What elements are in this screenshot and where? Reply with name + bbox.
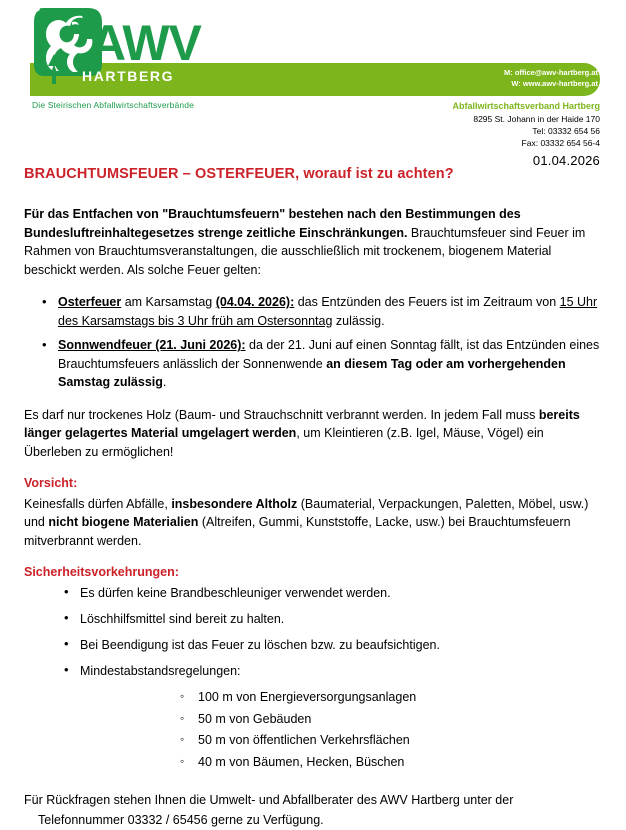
- contact-website[interactable]: W: www.awv-hartberg.at: [511, 78, 598, 88]
- page-title: BRAUCHTUMSFEUER – OSTERFEUER, worauf ist zu achten?: [24, 166, 454, 182]
- safety-list: [24, 584, 602, 681]
- caution-bold-altholz: insbesondere Altholz: [171, 496, 298, 511]
- sonnwendfeuer-lead: da der 21. Juni auf einen Sonntag fällt, ist das Entzünden eines Brauchtumsfeuers anlässlich der Sonnenwende: [58, 338, 600, 371]
- distance-text: von Energieversorgungsanlagen: [236, 690, 417, 705]
- distance-value: 100 m: [198, 690, 233, 705]
- wood-note-bold: bereits länger gelagertes Material umgelagert werden: [24, 407, 580, 441]
- closing-line-1: Für Rückfragen stehen Ihnen die Umwelt- und Abfallberater des AWV Hartberg unter der: [24, 793, 514, 808]
- header-address-block: [452, 100, 600, 170]
- document-date: 01.04.2026: [532, 152, 600, 168]
- list-item-sonnwendfeuer: [58, 336, 602, 392]
- wood-note-paragraph: [24, 406, 602, 462]
- osterfeuer-desc: das Entzünden des Feuers ist im Zeitraum von: [294, 295, 560, 310]
- caution-mid: (Baumaterial, Verpackungen, Paletten, Möbel, usw.) und: [24, 496, 589, 530]
- page-header: [0, 0, 626, 168]
- wood-note-tail: , um Kleintieren (z.B. Igel, Mäuse, Vögel) ein Überleben zu ermöglichen!: [24, 426, 544, 459]
- osterfeuer-window: 15 Uhr des Karsamstags bis 3 Uhr früh am Ostersonntag: [58, 295, 598, 328]
- caution-tail: (Altreifen, Gummi, Kunststoffe, Lacke, usw.) bei Brauchtumsfeuern mitverbrannt werden.: [24, 515, 571, 548]
- logo-tagline: Die Steirischen Abfallwirtschaftsverbände: [32, 100, 195, 110]
- safety-heading: Sicherheitsvorkehrungen:: [24, 565, 179, 580]
- list-item-osterfeuer: [58, 293, 602, 330]
- osterfeuer-tail: zulässig.: [332, 313, 385, 328]
- list-item: • Löschhilfsmittel sind bereit zu halten.: [80, 610, 602, 628]
- osterfeuer-date: (04.04. 2026):: [215, 295, 295, 310]
- address-phone: Tel: 03332 654 56: [532, 125, 600, 136]
- document-body: [24, 166, 602, 830]
- caution-paragraph: [24, 495, 602, 551]
- caution-bold-materialien: nicht biogene Materialien: [48, 515, 199, 530]
- distance-text: von Bäumen, Hecken, Büschen: [229, 754, 405, 769]
- distance-text: von Gebäuden: [229, 711, 312, 726]
- address-street: 8295 St. Johann in der Haide 170: [473, 113, 600, 124]
- osterfeuer-mid: am Karsamstag: [121, 295, 216, 310]
- list-item: • Bei Beendigung ist das Feuer zu löschen bzw. zu beaufsichtigen.: [80, 636, 602, 654]
- sonnwendfeuer-tail: .: [162, 375, 167, 390]
- list-item-distances: • Mindestabstandsregelungen:: [80, 662, 602, 680]
- caution-heading: Vorsicht:: [24, 476, 78, 491]
- list-item: [198, 753, 602, 772]
- list-item: [198, 688, 602, 707]
- distance-value: 40 m: [198, 754, 226, 769]
- list-item: • Es dürfen keine Brandbeschleuniger verwendet werden.: [80, 584, 602, 602]
- list-item: [198, 731, 602, 750]
- wood-note-lead: Es darf nur trockenes Holz (Baum- und Strauchschnitt verbrannt werden. In jedem Fall muss: [24, 407, 539, 422]
- logo-region-text: HARTBERG: [82, 68, 175, 84]
- distance-value: 50 m: [198, 733, 226, 748]
- sonnwendfeuer-name: Sonnwendfeuer (21. Juni 2026):: [58, 338, 246, 353]
- contact-email[interactable]: M: office@awv-hartberg.at: [504, 68, 598, 77]
- intro-bold: Für das Entfachen von "Brauchtumsfeuern" bestehen nach den Bestimmungen des Bundesluftreinhaltegesetzes strenge zeitliche Einschränkungen.: [24, 207, 521, 240]
- sonnwendfeuer-bold: an diesem Tag oder am vorhergehenden Samstag zulässig: [58, 356, 566, 390]
- distance-text: von öffentlichen Verkehrsflächen: [229, 733, 410, 748]
- fire-types-list: [24, 293, 602, 392]
- caution-lead: Keinesfalls dürfen Abfälle,: [24, 496, 172, 511]
- awv-logo: [28, 6, 328, 111]
- address-fax: Fax: 03332 654 56-4: [521, 137, 600, 148]
- logo-brand-text: AWV: [90, 15, 201, 71]
- intro-paragraph: [24, 205, 602, 279]
- osterfeuer-name: Osterfeuer: [58, 295, 122, 310]
- organisation-name: Abfallwirtschaftsverband Hartberg: [452, 101, 600, 111]
- header-contact: [504, 68, 598, 90]
- closing-paragraph: [24, 791, 602, 830]
- distance-value: 50 m: [198, 711, 226, 726]
- closing-line-2: Telefonnummer 03332 / 65456 gerne zu Verfügung.: [38, 812, 324, 827]
- distance-rules-list: [24, 688, 602, 771]
- intro-rest: Brauchtumsfeuer sind Feuer im Rahmen von Brauchtumsveranstaltungen, die ausschließlich mit trockenem, biogenem Material beschickt werden. Als solche Feuer gelten:: [24, 225, 586, 277]
- list-item: [198, 710, 602, 729]
